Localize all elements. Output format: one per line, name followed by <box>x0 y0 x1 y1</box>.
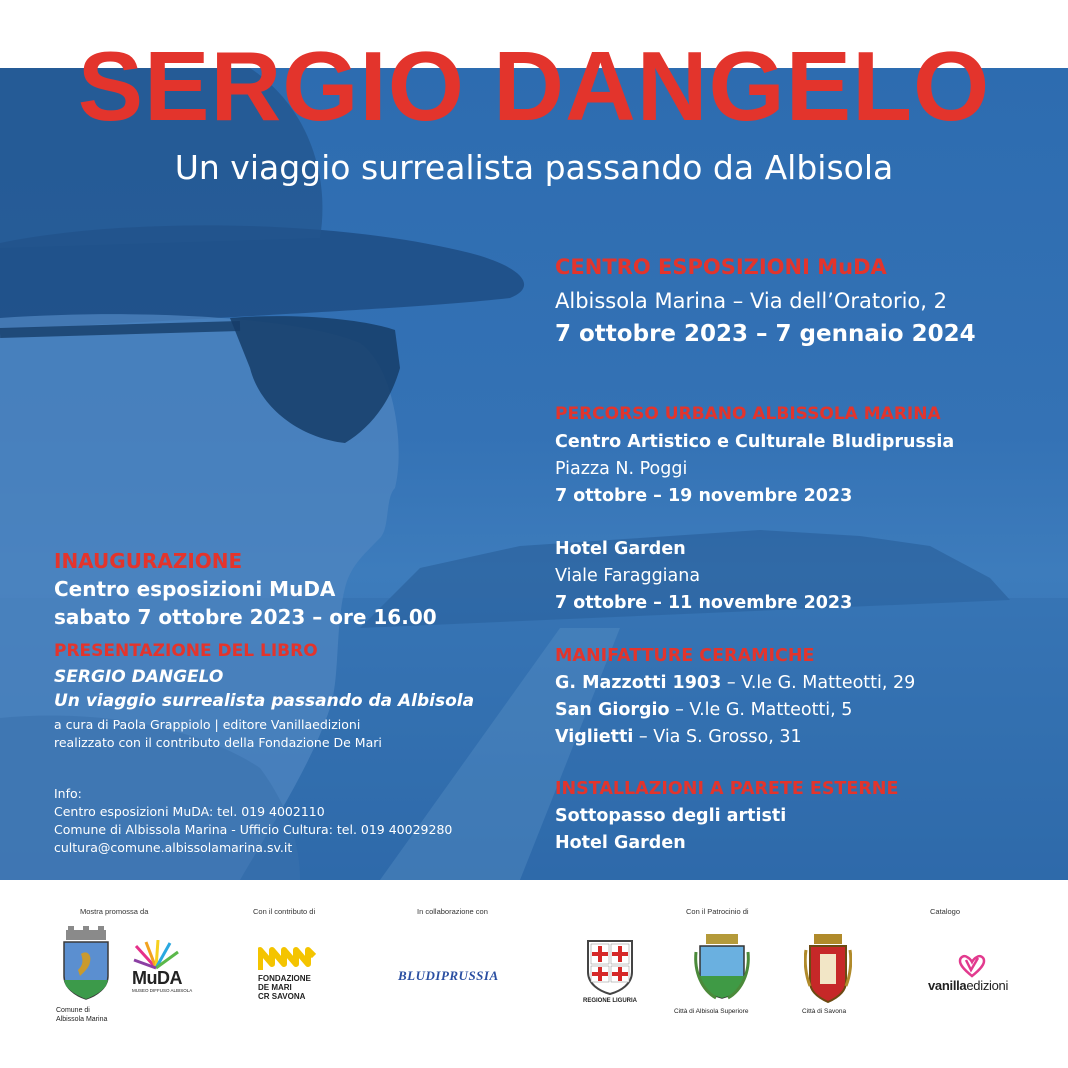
muda-logo <box>132 940 193 1000</box>
savona-crest-icon <box>804 932 852 1004</box>
manifattura-item: Viglietti – Via S. Grosso, 31 <box>555 727 802 747</box>
vanilla-wordmark: vanillaedizioni <box>928 978 1009 993</box>
libro-credit: a cura di Paola Grappiolo | editore Vanillaedizioni <box>54 717 361 732</box>
venue2-address: Viale Faraggiana <box>555 566 701 586</box>
exhibition-subtitle: Un viaggio surrealista passando da Albisola <box>174 148 894 187</box>
savona-caption: Città di Savona <box>802 1008 847 1015</box>
libro-credit: realizzato con il contributo della Fondazione De Mari <box>54 735 382 750</box>
vanilla-edizioni-logo <box>928 954 1028 994</box>
muda-subtitle: MUSEO DIFFUSO ALBISOLA <box>132 988 193 993</box>
libro-subtitle: Un viaggio surrealista passando da Albisola <box>54 691 475 711</box>
vanilla-heart-icon <box>958 954 986 978</box>
inaugurazione-heading: INAUGURAZIONE <box>54 549 243 573</box>
venue1-name: Centro Artistico e Culturale Bludiprussia <box>555 432 955 452</box>
muda-burst-icon <box>132 940 180 970</box>
regione-caption: REGIONE LIGURIA <box>583 998 638 1004</box>
comune-caption: Comune di Albissola Marina <box>56 1007 108 1023</box>
exhibition-title: SERGIO DANGELO <box>77 31 991 141</box>
muda-name: MuDA <box>132 968 182 988</box>
caption-collaborazione: In collaborazione con <box>417 907 488 916</box>
photo-panel <box>0 68 1068 880</box>
installazioni-heading: INSTALLAZIONI A PARETE ESTERNE <box>555 779 899 799</box>
caption-contributo: Con il contributo di <box>253 907 316 916</box>
venue2-name: Hotel Garden <box>555 539 686 559</box>
muda-heading: CENTRO ESPOSIZIONI MuDA <box>555 255 887 279</box>
albisola-superiore-logo <box>672 932 772 1022</box>
manifatture-heading: MANIFATTURE CERAMICHE <box>555 646 815 666</box>
caption-promossa: Mostra promossa da <box>80 907 149 916</box>
muda-dates: 7 ottobre 2023 – 7 gennaio 2024 <box>555 321 976 347</box>
crest-icon <box>56 924 116 1004</box>
comune-albissola-marina-logo <box>56 924 116 1024</box>
sponsor-logo-strip <box>0 880 1068 1068</box>
venue1-dates: 7 ottobre – 19 novembre 2023 <box>555 486 853 506</box>
albisola-superiore-caption: Città di Albisola Superiore <box>674 1008 749 1015</box>
venue2-dates: 7 ottobre – 11 novembre 2023 <box>555 593 853 613</box>
info-line: Centro esposizioni MuDA: tel. 019 4002110 <box>54 804 325 819</box>
inaugurazione-datetime: sabato 7 ottobre 2023 – ore 16.00 <box>54 605 437 629</box>
libro-heading: PRESENTAZIONE DEL LIBRO <box>54 641 318 661</box>
info-label: Info: <box>54 786 82 801</box>
bludiprussia-logo: BLUDIPRUSSIA <box>398 968 499 983</box>
inaugurazione-place: Centro esposizioni MuDA <box>54 577 336 601</box>
fondazione-wave-icon <box>258 944 316 972</box>
muda-address: Albissola Marina – Via dell’Oratorio, 2 <box>555 289 947 313</box>
percorso-heading: PERCORSO URBANO ALBISSOLA MARINA <box>555 404 941 424</box>
manifattura-item: San Giorgio – V.le G. Matteotti, 5 <box>555 700 853 720</box>
fondazione-de-mari-logo <box>258 944 328 1004</box>
regione-liguria-logo <box>581 938 641 1008</box>
manifattura-item: G. Mazzotti 1903 – V.le G. Matteotti, 29 <box>555 673 916 693</box>
installazione-item: Sottopasso degli artisti <box>555 806 787 826</box>
installazione-item: Hotel Garden <box>555 833 686 853</box>
savona-logo <box>798 932 858 1022</box>
fondazione-text: FONDAZIONE DE MARI CR SAVONA <box>258 974 311 1001</box>
info-line: Comune di Albissola Marina - Ufficio Cultura: tel. 019 40029280 <box>54 822 453 837</box>
caption-catalogo: Catalogo <box>930 907 961 916</box>
venue1-address: Piazza N. Poggi <box>555 459 688 479</box>
albisola-superiore-crest-icon <box>692 932 752 1002</box>
info-email[interactable]: cultura@comune.albissolamarina.sv.it <box>54 840 293 855</box>
portrait-photo <box>0 68 1068 880</box>
libro-title: SERGIO DANGELO <box>54 667 224 687</box>
liguria-shield-icon <box>585 938 635 996</box>
caption-patrocinio: Con il Patrocinio di <box>686 907 749 916</box>
